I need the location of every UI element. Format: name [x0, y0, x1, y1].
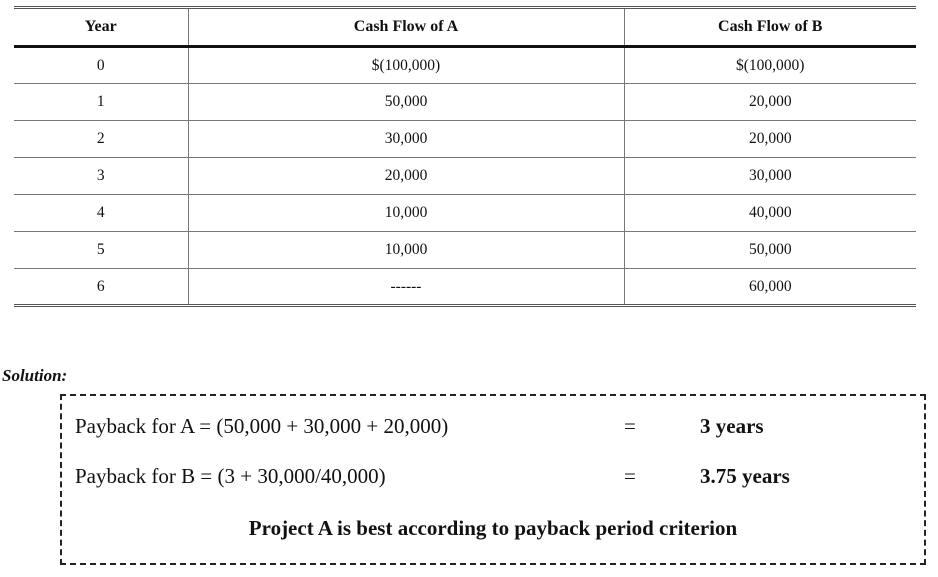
year-cell: 5: [14, 232, 188, 269]
cash-flow-b-cell: 50,000: [624, 232, 916, 269]
cash-flow-table: [14, 6, 916, 307]
year-cell: 3: [14, 158, 188, 195]
table-row: [14, 47, 916, 84]
cash-flow-b-cell: 20,000: [624, 84, 916, 121]
year-cell: 4: [14, 195, 188, 232]
payback-a-result: 3 years: [700, 414, 764, 438]
cash-flow-a-cell: 20,000: [188, 158, 624, 195]
table-row: [14, 195, 916, 232]
table-row: [14, 84, 916, 121]
cash-flow-b-cell: 40,000: [624, 195, 916, 232]
payback-b-equals: =: [624, 464, 636, 488]
payback-b-formula: Payback for B = (3 + 30,000/40,000): [75, 464, 386, 488]
table-row: [14, 269, 916, 306]
header-cash-flow-a: Cash Flow of A: [188, 8, 624, 47]
year-cell: 0: [14, 47, 188, 84]
header-cash-flow-b: Cash Flow of B: [624, 8, 916, 47]
table-header-row: [14, 8, 916, 47]
cash-flow-b-cell: $(100,000): [624, 47, 916, 84]
cash-flow-a-cell: 10,000: [188, 232, 624, 269]
cash-flow-a-cell: 30,000: [188, 121, 624, 158]
year-cell: 6: [14, 269, 188, 306]
header-year: Year: [14, 8, 188, 47]
cash-flow-a-cell: 50,000: [188, 84, 624, 121]
cash-flow-a-cell: ------: [188, 269, 624, 306]
year-cell: 1: [14, 84, 188, 121]
year-cell: 2: [14, 121, 188, 158]
cash-flow-a-cell: 10,000: [188, 195, 624, 232]
cash-flow-b-cell: 20,000: [624, 121, 916, 158]
payback-b-result: 3.75 years: [700, 464, 790, 488]
payback-a-equals: =: [624, 414, 636, 438]
table-row: [14, 158, 916, 195]
solution-box: [60, 394, 926, 565]
cash-flow-b-cell: 60,000: [624, 269, 916, 306]
table-row: [14, 121, 916, 158]
cash-flow-b-cell: 30,000: [624, 158, 916, 195]
table-row: [14, 232, 916, 269]
payback-a-formula: Payback for A = (50,000 + 30,000 + 20,000): [75, 414, 449, 438]
cash-flow-a-cell: $(100,000): [188, 47, 624, 84]
conclusion-text: Project A is best according to payback period criterion: [248, 516, 738, 540]
solution-label: Solution:: [2, 366, 68, 385]
